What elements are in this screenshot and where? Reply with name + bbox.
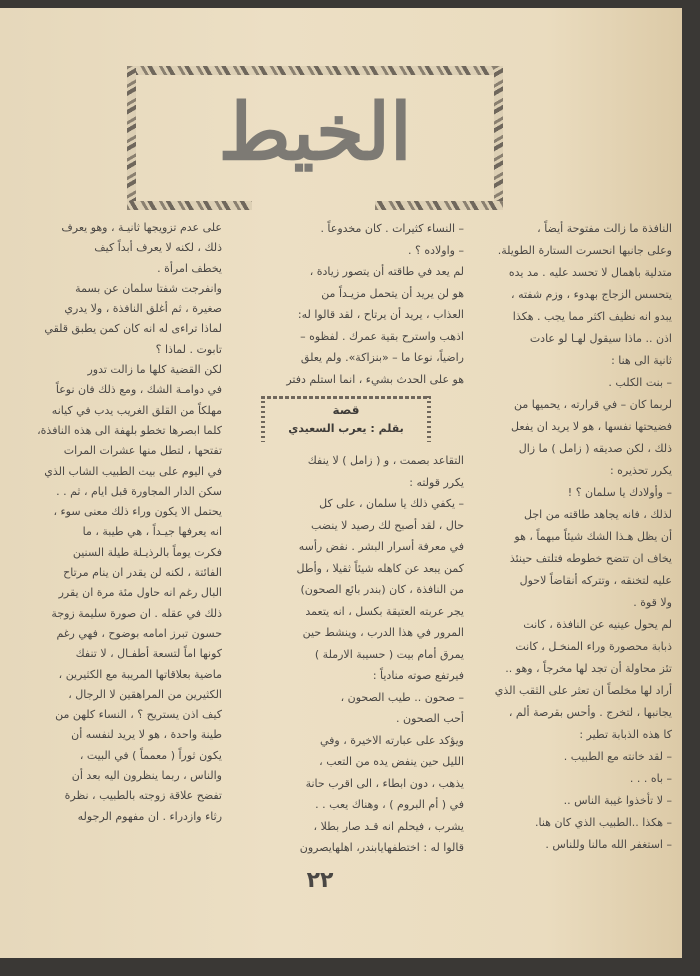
middle-column-top bbox=[228, 218, 464, 390]
text-line: كونها اماً لتسعة أطفـال ، لا تنفك bbox=[75, 647, 222, 661]
text-line: تفتحها ، لتطل منها عشرات المرات bbox=[63, 444, 222, 458]
text-line: النافذة ما زالت مفتوحة أيضاً ، bbox=[537, 222, 672, 235]
text-line: اذهب واسترح بقية عمرك . لفظوه – bbox=[300, 329, 464, 343]
text-line: في دوامـة الشك ، ومع ذلك فان نوعاً bbox=[55, 383, 222, 397]
text-line: راضياً، نوعا ما – «بنزاكة». ولم يعلق bbox=[300, 351, 464, 364]
text-line: – استغفر الله مالنا وللناس . bbox=[545, 838, 672, 851]
text-line: فيرتفع صوته منادياً : bbox=[372, 669, 464, 682]
title-frame bbox=[127, 66, 503, 210]
text-line: من النافذة ، كان (بندر بائع الصحون) bbox=[300, 583, 464, 596]
text-line: اذن .. ماذا سيقول لهـا لو عادت bbox=[529, 332, 672, 345]
text-line: لم يعد في طاقته أن يتصور زيادة ، bbox=[309, 265, 464, 278]
text-line: يكون ثوراً ( معمماً ) في البيت ، bbox=[79, 748, 222, 762]
text-line: يحتمل الا يكون وراء ذلك معنى سوء ، bbox=[53, 505, 222, 519]
story-label: قصة bbox=[332, 403, 360, 417]
text-line: انه يعرفها جيـداً ، هي طيبة ، ما bbox=[82, 525, 222, 539]
text-line: كلما ابصرها تخطو بلهفة الى هذه النافذة، bbox=[37, 423, 222, 437]
text-line: يتحسس الزجاج بهدوء ، وزم شفته ، bbox=[511, 288, 672, 301]
text-line: تئز محاولة أن تجد لها مخرجاً ، وهو .. bbox=[505, 662, 672, 675]
text-line: – بنت الكلب . bbox=[608, 376, 672, 389]
text-line: في معرفة أسرار البشر . نفض رأسه bbox=[298, 540, 464, 553]
text-line: لكن القضية كلها ما زالت تدور bbox=[87, 363, 222, 377]
rope-border-bottom-left bbox=[127, 201, 252, 210]
text-line: – يكفي ذلك يا سلمان ، على كل bbox=[319, 497, 464, 510]
text-line: التقاعد بصمت ، و ( زامل ) لا ينفك bbox=[307, 454, 464, 467]
text-line: ثانية الى هنا : bbox=[611, 354, 672, 367]
text-line: تفضح علاقة زوجته بالطبيب ، نظرة bbox=[64, 789, 222, 803]
page-number: ٢٢ bbox=[306, 868, 334, 893]
text-column-middle bbox=[228, 218, 464, 859]
text-column-right bbox=[478, 218, 672, 856]
text-line: طينة واحدة ، هو لا يريد لنفسه أن bbox=[71, 728, 222, 742]
text-line: ويؤكد على عبارته الاخيرة ، وفي bbox=[320, 733, 464, 747]
text-line: ولا قوة . bbox=[633, 596, 672, 609]
text-line: ذلك في عقله . ان صورة سليمة زوجة bbox=[51, 606, 222, 620]
story-title: الخيط bbox=[218, 87, 412, 178]
text-line: في اليوم على بيت الطبيب الشاب الذي bbox=[44, 464, 222, 478]
text-line: سكن الدار المجاورة قبل ايام ، ثم . . bbox=[56, 484, 222, 498]
text-line: يجر عربته العتيقة بكسل ، انه يتعمد bbox=[305, 604, 464, 618]
text-line: البال رغم انه حاول مئة مرة ان يقرر bbox=[58, 586, 222, 600]
text-line: – لا تأخذوا غيبة الناس .. bbox=[563, 794, 672, 807]
text-line: فكرت يوماً بالرذيـلة طيلة السنين bbox=[72, 545, 222, 559]
text-line: في ( أم البروم ) ، وهناك يعب . . bbox=[315, 798, 464, 811]
text-line: لذلك ، فانه يجاهد طاقته من اجل bbox=[524, 508, 672, 521]
text-line: – باه . . . bbox=[629, 772, 672, 785]
text-line: متدلية باهمال لا تحسد عليه . مد يده bbox=[508, 266, 672, 279]
text-line: لربما كان – في قرارته ، يحميها من bbox=[514, 398, 672, 411]
text-line: والناس ، ربما ينظرون اليه بعد أن bbox=[71, 769, 222, 783]
text-line: فضيحتها نفسها ، هو لا يريد ان يفعل bbox=[511, 420, 672, 433]
author-byline: بقلم : يعرب السعيدي bbox=[288, 422, 404, 435]
text-line: يكرر تحذيره : bbox=[609, 464, 672, 477]
text-line: صغيرة ، ثم أغلق النافذة ، ولا يدري bbox=[64, 302, 222, 316]
text-line: يجانبها ، لتخرج . وأحس بقرصة ألم ، bbox=[508, 706, 672, 719]
text-line: – وأولادك يا سلمان ؟ ! bbox=[567, 486, 672, 499]
rope-border-bottom-right bbox=[375, 201, 503, 210]
rope-border-top bbox=[127, 66, 503, 75]
text-line: ذلك ، لكن صديقه ( زامل ) ما زال bbox=[518, 442, 672, 455]
text-line: رثاء وازدراء . ان مفهوم الرجوله bbox=[77, 809, 222, 823]
text-line: قالوا له : اختطفهايابندر، اهلهايصرون bbox=[299, 841, 464, 854]
text-line: ماضية بعلاقاتها المريبة مع الكثيرين ، bbox=[58, 667, 222, 681]
text-line: – النساء كثيرات . كان مخدوعاً . bbox=[320, 222, 464, 235]
text-line: كمن يبعد عن كاهله شيئاً ثقيلا ، وأطل bbox=[296, 561, 464, 575]
text-line: يشرب ، فيحلم انه قـد صار بطلا ، bbox=[313, 819, 464, 833]
text-line: يذهب ، دون ابطاء ، الى اقرب حانة bbox=[305, 776, 464, 790]
middle-column-bottom bbox=[228, 450, 464, 859]
byline-box bbox=[261, 396, 431, 442]
text-line: العذاب ، يريد أن يرتاح ، لقد قالوا له: bbox=[297, 308, 464, 321]
text-line: – هكذا ..الطبيب الذي كان هنا. bbox=[535, 816, 672, 829]
text-line: الفائتة ، لكنه لن يقدر ان ينام مرتاح bbox=[63, 566, 222, 580]
text-line: يكرر قولته : bbox=[409, 475, 464, 489]
text-line: وعلى جانبها انحسرت الستارة الطويلة. bbox=[497, 244, 672, 257]
text-line: هو لن يريد أن يتحمل مزيـداً من bbox=[321, 286, 464, 300]
text-line: الكثيرين من المراهقين لا الرجال ، bbox=[68, 687, 222, 701]
text-line: يخطف امرأة . bbox=[157, 261, 222, 275]
text-line: كا هذه الذبابة تطير : bbox=[579, 728, 672, 741]
text-line: أراد لها مخلصاً ان تعثر على الثقب الذي bbox=[494, 684, 672, 697]
text-line: يمرق أمام بيت ( حسيبة الارملة ) bbox=[314, 647, 464, 661]
text-line: يخاف ان تتضح خطوطه فتلتف حينئذ bbox=[509, 552, 672, 565]
text-line: أن يظل هـذا الشك شيئاً مبهماً ، هو bbox=[514, 530, 672, 543]
text-line: وانفرجت شفتا سلمان عن بسمة bbox=[75, 281, 222, 295]
byline-box-border bbox=[261, 396, 431, 399]
text-line: هو على الحدث بشيء ، انما استلم دفتر bbox=[286, 372, 464, 386]
text-line: أحب الصحون . bbox=[396, 712, 464, 725]
text-line: حال ، لقد أصبح لك رصيد لا ينضب bbox=[310, 518, 464, 532]
text-line: مهلكاً من القلق الغريب يدب في كيانه bbox=[51, 403, 222, 417]
text-column-left bbox=[20, 218, 222, 827]
text-line: لماذا تراءى له انه كان كمن يطبق قلقي bbox=[44, 322, 222, 336]
text-line: ذلك ، لكنه لا يعرف أبداً كيف bbox=[94, 241, 222, 255]
text-line: كيف اذن يستريح ؟ ، النساء كلهن من bbox=[55, 708, 222, 722]
text-line: يبدو انه نظيف اكثر مما يجب . هكذا bbox=[512, 310, 672, 323]
text-line: – لقد خانته مع الطبيب . bbox=[563, 750, 672, 763]
text-line: – واولاده ؟ . bbox=[408, 243, 464, 257]
text-line: المرور في هذا الدرب ، وينشط حين bbox=[302, 626, 464, 639]
text-line: لم يحول عينيه عن النافذة ، كانت bbox=[523, 618, 672, 631]
text-line: ذبابة محصورة وراء المنخـل ، كانت bbox=[515, 640, 672, 653]
text-line: على عدم تزويجها ثانيـة ، وهو يعرف bbox=[61, 221, 222, 234]
text-line: حسون تبرز امامه بوضوح ، فهي رغم bbox=[56, 626, 222, 640]
text-line: – صحون .. طيب الصحون ، bbox=[340, 690, 464, 704]
text-line: تابوت . لماذا ؟ bbox=[155, 342, 222, 356]
text-line: عليه لتخنقه ، وتتركه أنقاضاً لاحول bbox=[519, 574, 672, 587]
text-line: الليل حين ينفض يده من التعب ، bbox=[319, 755, 464, 768]
